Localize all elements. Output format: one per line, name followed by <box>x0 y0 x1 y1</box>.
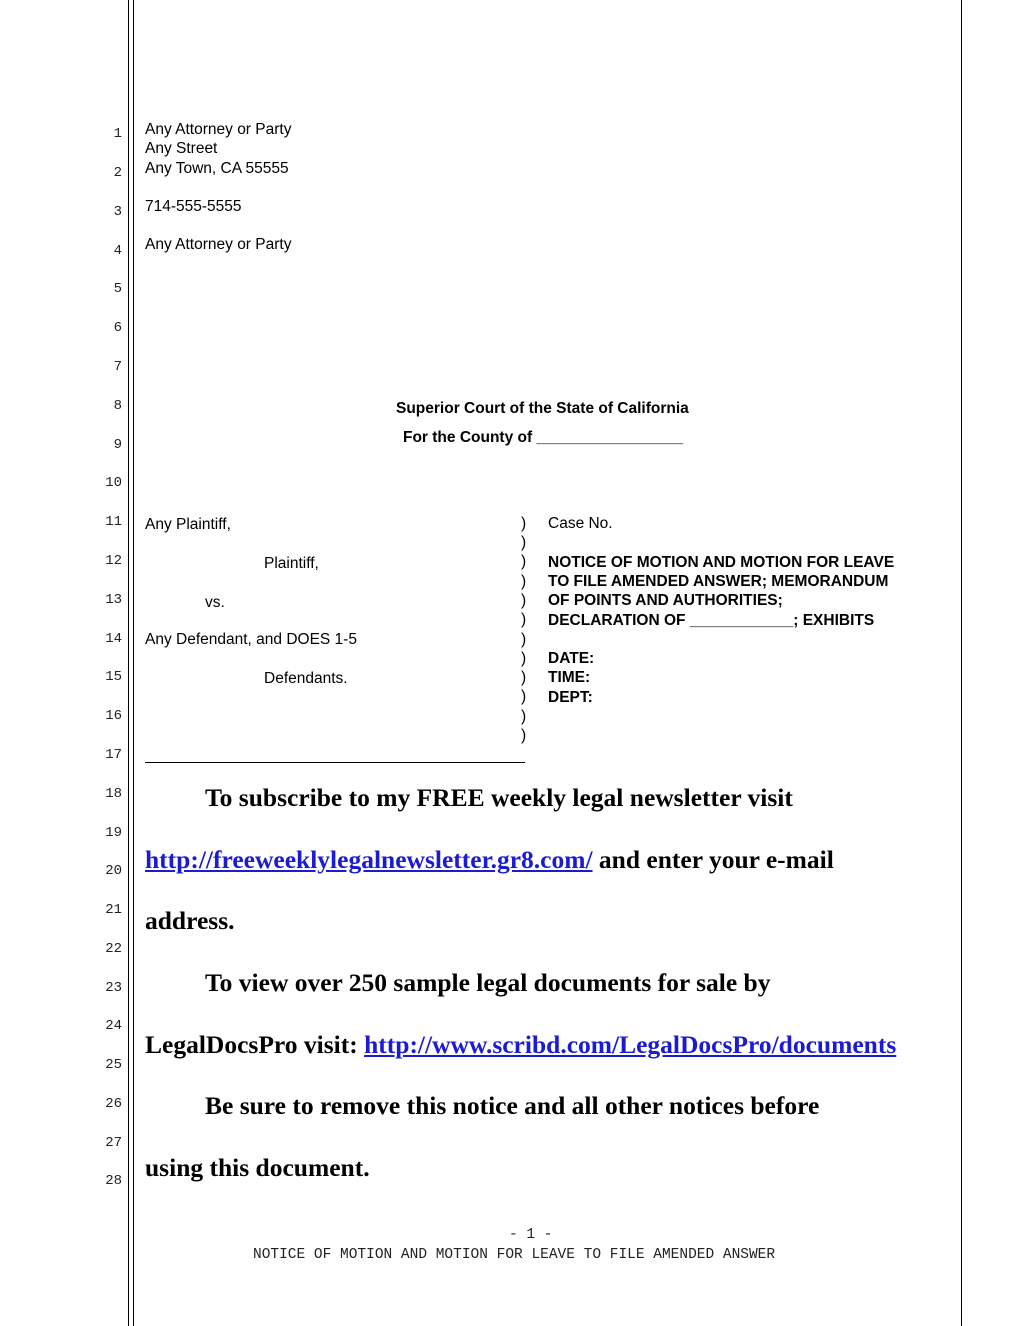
line-number: 15 <box>105 669 122 685</box>
left-margin-rule-inner <box>133 0 134 1326</box>
caption-paren: ) <box>521 669 527 686</box>
line-number: 18 <box>105 786 122 802</box>
caption-paren: ) <box>521 688 527 705</box>
line-number: 1 <box>113 126 122 142</box>
notice-p1-line2 <box>145 845 834 875</box>
attorney-name: Any Attorney or Party <box>145 121 292 138</box>
defendant-name: Any Defendant, and DOES 1-5 <box>145 631 357 648</box>
attorney-for: Any Attorney or Party <box>145 236 292 253</box>
document-title-line: TO FILE AMENDED ANSWER; MEMORANDUM <box>548 573 889 590</box>
left-margin-rule-outer <box>128 0 129 1326</box>
notice-p1-line1: To subscribe to my FREE weekly legal newsletter visit <box>205 783 793 812</box>
notice-p1-line3: address. <box>145 906 235 935</box>
line-number: 20 <box>105 863 122 879</box>
caption-paren: ) <box>521 534 527 551</box>
line-number: 6 <box>113 320 122 336</box>
hearing-dept-label: DEPT: <box>548 689 593 706</box>
caption-paren: ) <box>521 727 527 744</box>
line-number: 3 <box>113 204 122 220</box>
plaintiff-name: Any Plaintiff, <box>145 516 231 533</box>
notice-p2-line1: To view over 250 sample legal documents for sale by <box>205 968 771 997</box>
notice-p1-after-link: and enter your e-mail <box>592 845 834 874</box>
line-number: 4 <box>113 243 122 259</box>
line-number: 19 <box>105 825 122 841</box>
notice-p2-prefix: LegalDocsPro visit: <box>145 1030 365 1059</box>
case-number-label: Case No. <box>548 515 613 532</box>
page-number: - 1 - <box>509 1227 553 1243</box>
caption-paren: ) <box>521 573 527 590</box>
footer-title: NOTICE OF MOTION AND MOTION FOR LEAVE TO FILE AMENDED ANSWER <box>253 1247 776 1263</box>
line-number: 26 <box>105 1096 122 1112</box>
court-name: Superior Court of the State of California <box>396 400 689 417</box>
document-title-line: NOTICE OF MOTION AND MOTION FOR LEAVE <box>548 554 895 571</box>
scribd-link[interactable]: http://www.scribd.com/LegalDocsPro/documents <box>364 1030 897 1059</box>
line-number: 12 <box>105 553 122 569</box>
document-title-line: OF POINTS AND AUTHORITIES; <box>548 592 783 609</box>
caption-paren: ) <box>521 708 527 725</box>
line-number: 8 <box>113 398 122 414</box>
line-number: 17 <box>105 747 122 763</box>
caption-paren: ) <box>521 553 527 570</box>
line-number: 11 <box>105 514 122 530</box>
line-number: 27 <box>105 1135 122 1151</box>
newsletter-link[interactable]: http://freeweeklylegalnewsletter.gr8.com/ <box>145 845 593 874</box>
attorney-street: Any Street <box>145 140 218 157</box>
attorney-city: Any Town, CA 55555 <box>145 160 289 177</box>
line-number: 21 <box>105 902 122 918</box>
hearing-date-label: DATE: <box>548 650 595 667</box>
notice-p3-line1: Be sure to remove this notice and all other notices before <box>205 1091 820 1120</box>
caption-paren: ) <box>521 611 527 628</box>
hearing-time-label: TIME: <box>548 669 591 686</box>
line-number: 23 <box>105 980 122 996</box>
caption-paren: ) <box>521 650 527 667</box>
line-number: 13 <box>105 592 122 608</box>
attorney-phone: 714-555-5555 <box>145 198 242 215</box>
line-number: 28 <box>105 1173 122 1189</box>
right-margin-rule <box>961 0 962 1326</box>
defendant-role: Defendants. <box>264 670 348 687</box>
document-title-line: DECLARATION OF ____________; EXHIBITS <box>548 612 875 629</box>
line-number: 24 <box>105 1018 122 1034</box>
line-number: 7 <box>113 359 122 375</box>
plaintiff-role: Plaintiff, <box>264 555 319 572</box>
line-number: 5 <box>113 281 122 297</box>
caption-paren: ) <box>521 515 527 532</box>
versus: vs. <box>205 594 225 611</box>
line-number: 25 <box>105 1057 122 1073</box>
line-number: 14 <box>105 631 122 647</box>
line-number: 10 <box>105 475 122 491</box>
caption-divider <box>145 762 525 763</box>
caption-paren: ) <box>521 592 527 609</box>
caption-paren: ) <box>521 631 527 648</box>
line-number: 22 <box>105 941 122 957</box>
line-number: 2 <box>113 165 122 181</box>
notice-p2-line2 <box>145 1030 896 1060</box>
court-county: For the County of _________________ <box>403 429 683 446</box>
line-number: 16 <box>105 708 122 724</box>
line-number: 9 <box>113 437 122 453</box>
notice-p3-line2: using this document. <box>145 1153 370 1182</box>
